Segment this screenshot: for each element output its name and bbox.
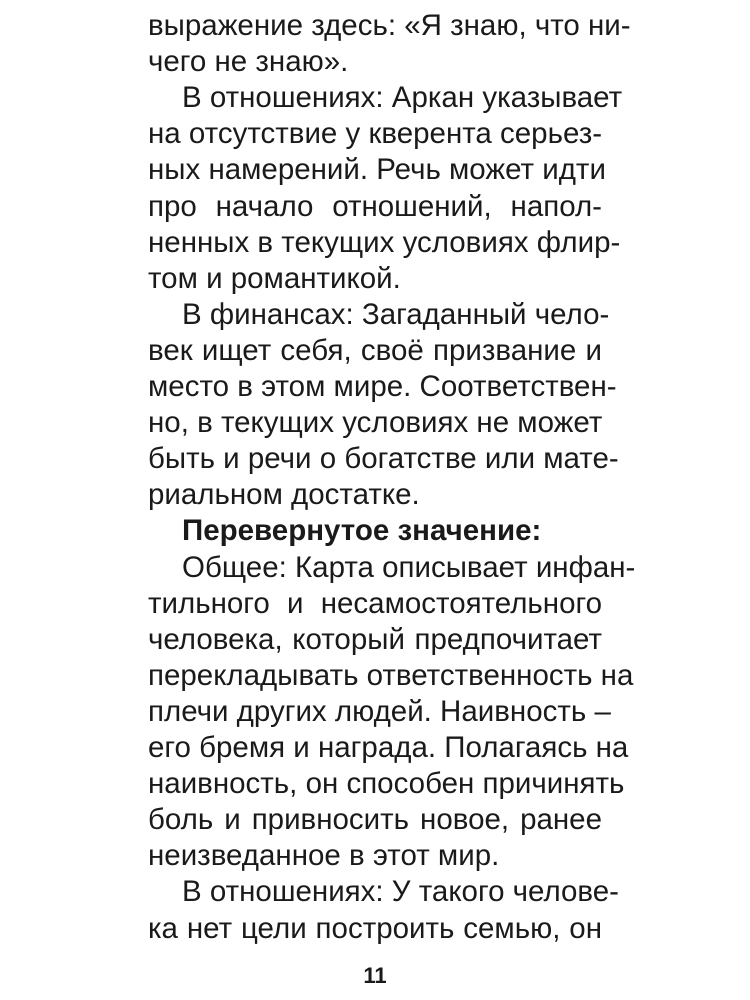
text-line: тильного и несамостоятельного [148,586,602,620]
text-line: ненных в текущих условиях флир- [148,225,621,259]
text-line: том и романтикой. [148,261,401,295]
text-line: плечи других людей. Наивность – [148,694,611,728]
text-line: быть и речи о богатстве или мате- [148,442,619,476]
text-line: неизведанное в этот мир. [148,839,500,873]
text-line: перекладывать ответственность на [148,658,634,692]
text-line: боль и привносить новое, ранее [148,803,602,837]
text-line: век ищет себя, своё призвание и [148,333,602,367]
text-line: выражение здесь: «Я знаю, что ни- [148,9,631,42]
text-line: ных намерений. Речь может идти [148,153,606,187]
text-line: про начало отношений, напол- [148,189,602,223]
text-line: Общее: Карта описывает инфан- [182,550,636,584]
text-line: его бремя и награда. Полагаясь на [148,731,629,764]
text-line: В финансах: Загаданный чело- [182,297,610,331]
text-line: на отсутствие у кверента серьез- [148,117,603,151]
section-heading: Перевернутое значение: [182,514,542,548]
text-line: место в этом мире. Соответствен- [148,370,617,403]
text-line: В отношениях: У такого челове- [182,875,619,909]
text-line: но, в текущих условиях не может [148,406,603,440]
text-line: риальном достатке. [148,478,420,512]
text-line: ка нет цели построить семью, он [148,911,602,945]
text-line: В отношениях: Аркан указывает [182,81,623,115]
text-line: чего не знаю». [148,45,349,79]
text-line: наивность, он способен причинять [148,767,625,801]
page-number: 11 [363,963,387,988]
text-line: человека, который предпочитает [148,622,602,656]
